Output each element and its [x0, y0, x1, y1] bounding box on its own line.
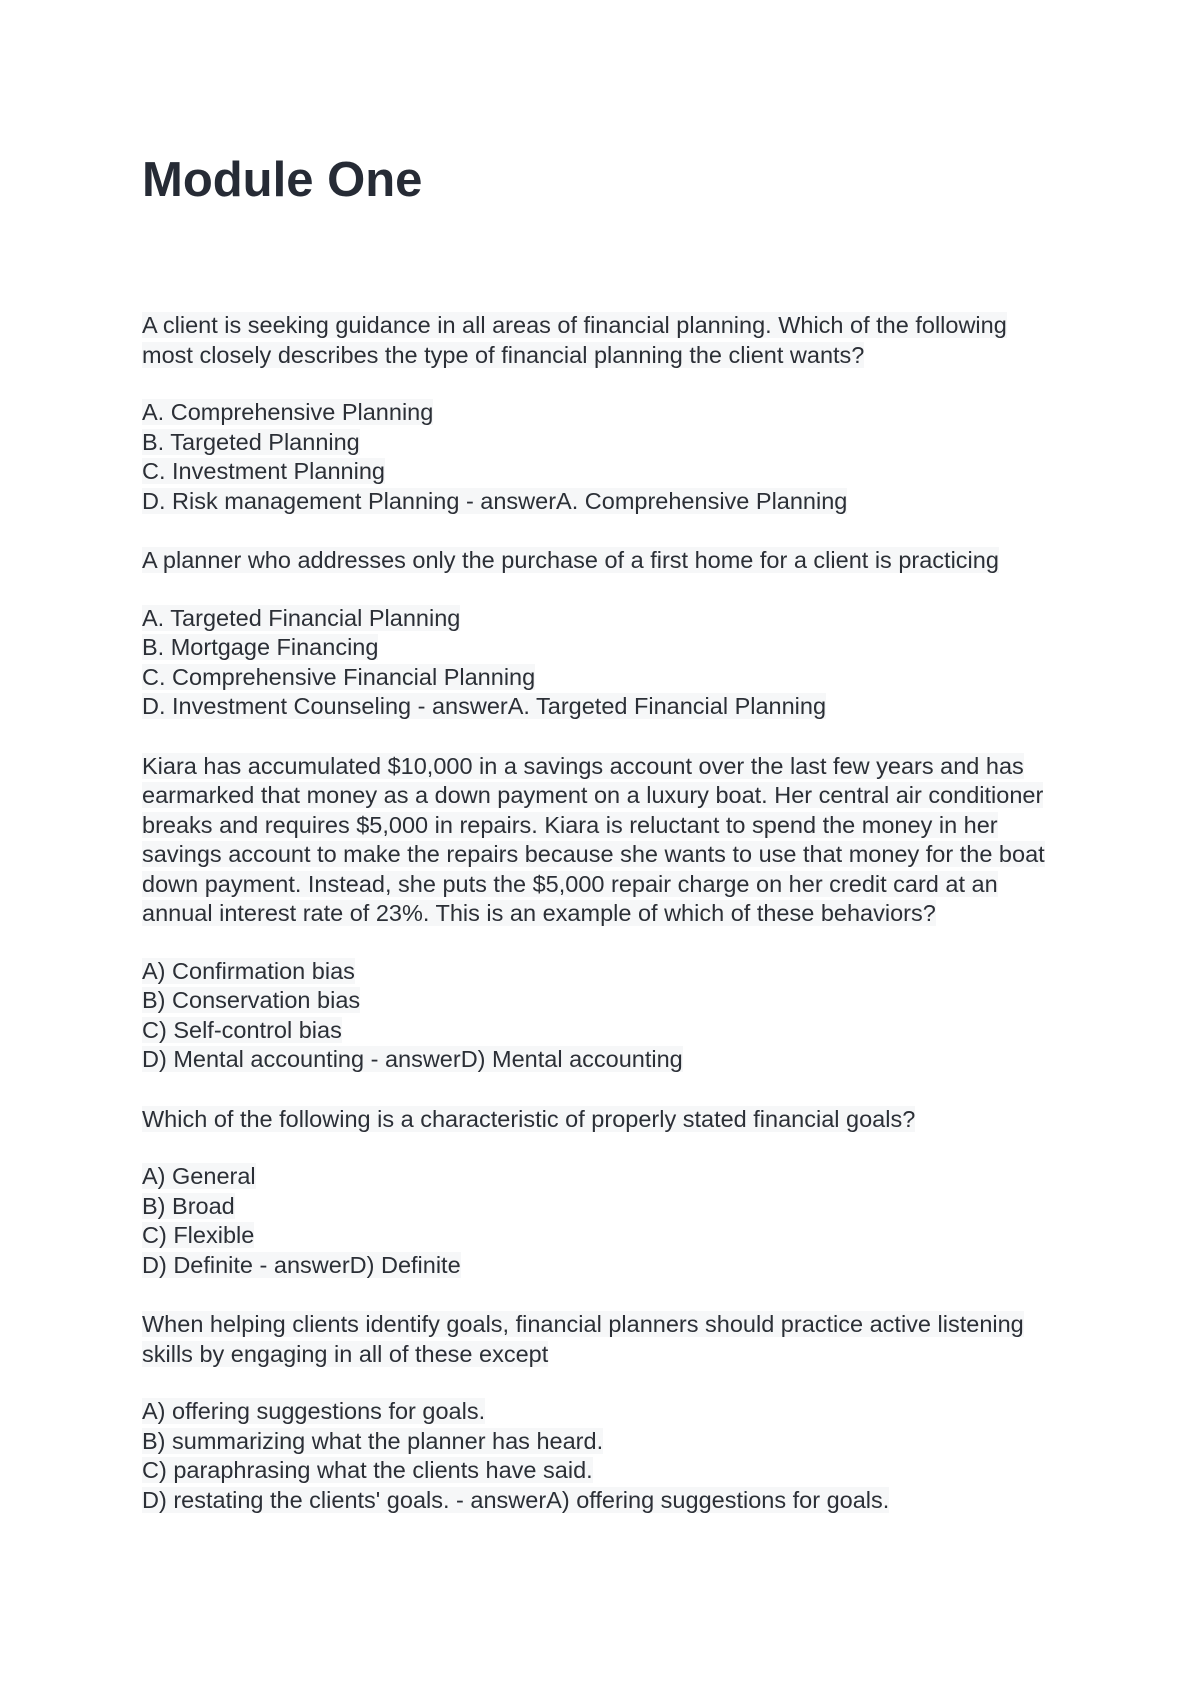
page-title: Module One: [142, 153, 423, 207]
option-item: A) General: [142, 1163, 256, 1189]
question-text: A client is seeking guidance in all areas of financial planning. Which of the following most closely describes the type of financial planning the client wants?: [142, 312, 1007, 368]
option-item: B) summarizing what the planner has heard.: [142, 1427, 604, 1454]
question-4: [142, 1105, 1062, 1281]
option-item: A. Comprehensive Planning: [142, 399, 434, 425]
option-item: C. Investment Planning: [142, 458, 385, 484]
option-list: [142, 1397, 1062, 1515]
option-list: [142, 604, 1062, 722]
option-item-answer: D) restating the clients' goals. - answerA) offering suggestions for goals.: [142, 1486, 890, 1513]
option-item: A. Targeted Financial Planning: [142, 604, 461, 631]
option-list: [142, 1162, 1062, 1280]
option-item: C) paraphrasing what the clients have said.: [142, 1457, 593, 1483]
question-text: A planner who addresses only the purchase of a first home for a client is practicing: [142, 547, 999, 573]
question-text: Kiara has accumulated $10,000 in a savings account over the last few years and has earmarked that money as a down payment on a luxury boat. Her central air conditioner breaks and requires $5,000 in repairs. Kiara is reluctant to spend the money in her savings account to make the repairs because she wants to use that money for the boat down payment. Instead, she puts the $5,000 repair charge on her credit card at an annual interest rate of 23%. This is an example of which of these behaviors?: [142, 752, 1045, 926]
question-5: [142, 1310, 1062, 1515]
question-text: Which of the following is a characteristic of properly stated financial goals?: [142, 1105, 916, 1132]
option-item-answer: D. Investment Counseling - answerA. Targeted Financial Planning: [142, 693, 827, 719]
option-item-answer: D. Risk management Planning - answerA. Comprehensive Planning: [142, 487, 848, 514]
option-item: C) Flexible: [142, 1222, 255, 1248]
option-list: [142, 957, 1062, 1075]
option-list: [142, 398, 1062, 516]
option-item: B) Conservation bias: [142, 987, 361, 1013]
question-1: [142, 311, 1062, 516]
option-item: B. Targeted Planning: [142, 428, 360, 455]
question-2: [142, 546, 1062, 722]
option-item: A) offering suggestions for goals.: [142, 1398, 486, 1424]
option-item: A) Confirmation bias: [142, 957, 355, 984]
option-item: C. Comprehensive Financial Planning: [142, 663, 536, 690]
question-3: [142, 752, 1062, 1075]
document-page: [142, 150, 1062, 1545]
option-item: B) Broad: [142, 1192, 235, 1219]
option-item-answer: D) Mental accounting - answerD) Mental accounting: [142, 1046, 683, 1072]
option-item-answer: D) Definite - answerD) Definite: [142, 1251, 461, 1278]
option-item: C) Self-control bias: [142, 1016, 342, 1043]
question-text: When helping clients identify goals, financial planners should practice active listening skills by engaging in all of these except: [142, 1311, 1024, 1367]
option-item: B. Mortgage Financing: [142, 634, 379, 660]
